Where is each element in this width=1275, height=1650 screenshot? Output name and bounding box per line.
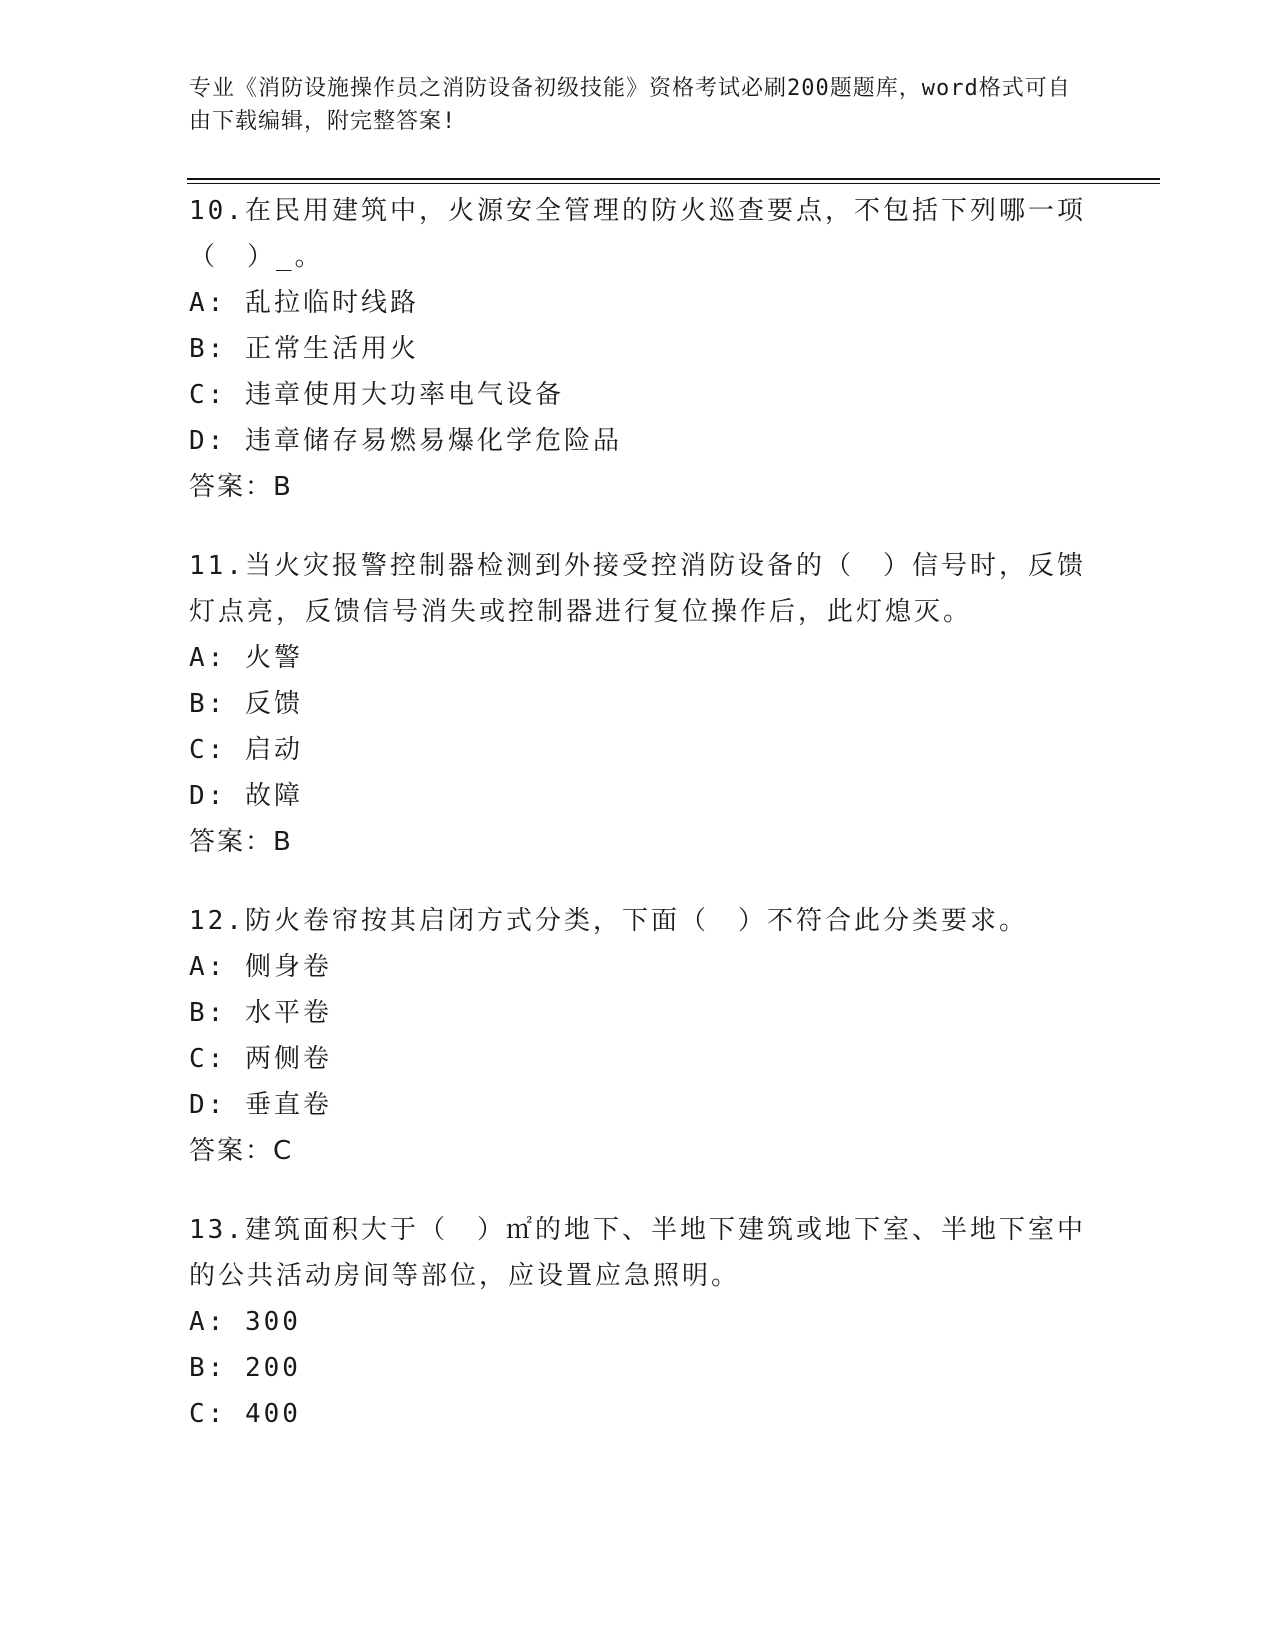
answer-line: 答案：B: [189, 472, 293, 502]
option-b: B: 水平卷: [189, 998, 332, 1028]
option-d: D: 垂直卷: [189, 1090, 332, 1120]
header-rule-thin: [187, 183, 1160, 184]
header-rule-thick: [187, 178, 1160, 180]
answer-line: 答案：B: [189, 827, 293, 857]
option-c: C: 两侧卷: [189, 1044, 332, 1074]
question-11: [189, 543, 1089, 865]
option-b: B: 200: [189, 1353, 301, 1383]
option-d: D: 故障: [189, 781, 303, 811]
option-c: C: 启动: [189, 735, 303, 765]
option-d: D: 违章储存易燃易爆化学危险品: [189, 426, 622, 456]
document-header: 专业《消防设施操作员之消防设备初级技能》资格考试必刷200题题库，word格式可自由下载编辑，附完整答案!: [189, 76, 1071, 134]
option-c: C: 400: [189, 1399, 301, 1429]
question-text: 12.防火卷帘按其启闭方式分类，下面（ ）不符合此分类要求。: [189, 906, 1028, 936]
option-a: A: 300: [189, 1307, 301, 1337]
option-c: C: 违章使用大功率电气设备: [189, 380, 564, 410]
option-a: A: 火警: [189, 643, 303, 673]
option-a: A: 乱拉临时线路: [189, 288, 419, 318]
question-13: [189, 1207, 1089, 1437]
question-text: 13.建筑面积大于（ ）㎡的地下、半地下建筑或地下室、半地下室中的公共活动房间等部位，应设置应急照明。: [189, 1215, 1086, 1291]
question-10: [189, 188, 1089, 510]
option-a: A: 侧身卷: [189, 952, 332, 982]
question-12: [189, 898, 1089, 1174]
question-list: [189, 188, 1089, 1470]
question-text: 10.在民用建筑中，火源安全管理的防火巡查要点，不包括下列哪一项（ ）_。: [189, 196, 1086, 272]
option-b: B: 正常生活用火: [189, 334, 419, 364]
answer-line: 答案：C: [189, 1136, 294, 1166]
question-text: 11.当火灾报警控制器检测到外接受控消防设备的（ ）信号时，反馈灯点亮，反馈信号消失或控制器进行复位操作后，此灯熄灭。: [189, 551, 1086, 627]
option-b: B: 反馈: [189, 689, 303, 719]
